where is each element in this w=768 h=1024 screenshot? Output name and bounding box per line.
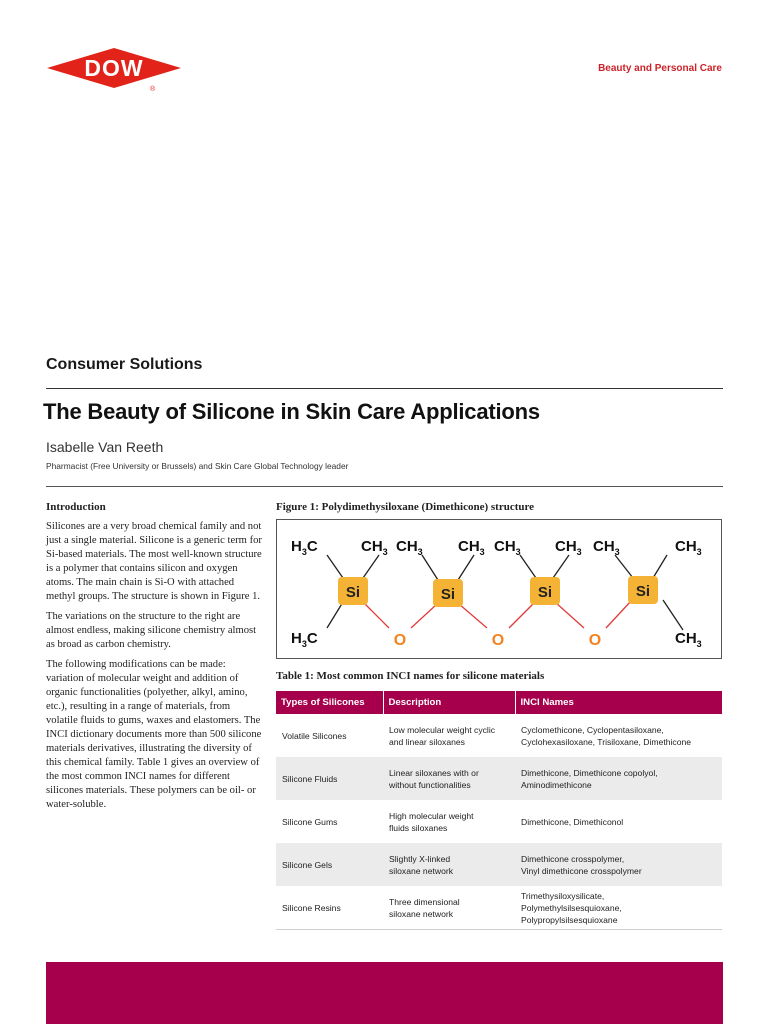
column-header: Types of Silicones bbox=[276, 691, 383, 714]
svg-text:Si: Si bbox=[537, 584, 553, 601]
cell-type: Silicone Gels bbox=[276, 843, 383, 886]
intro-paragraph: The following modifications can be made: variation of molecular weight and addition of organic functionalities (polyether, alkyl, amino, etc.), resulting in a range of materials, from volatile fluids to gums, waxes and elastomers. The INCI dictionary documents more than 500 silicone materials derivatives, illustrating the diversity of this chemical family. Table 1 gives an overview of the most common INCI names for different silicones materials. These polymers can be oil- or water-soluble. bbox=[46, 659, 262, 810]
methyl-group-ch3: $CH_3$ bbox=[593, 538, 620, 557]
cell-inci: Dimethicone, Dimethiconol bbox=[521, 816, 624, 827]
cell-type: Silicone Gums bbox=[282, 816, 338, 827]
dow-logo bbox=[44, 44, 184, 96]
cell-inci: Cyclomethicone, Cyclopentasiloxane, Cyclohexasiloxane, Trisiloxane, Dimethicone bbox=[521, 724, 692, 747]
svg-text:DOW: DOW bbox=[84, 55, 144, 81]
table-row bbox=[276, 714, 722, 757]
cell-type: Silicone Fluids bbox=[276, 757, 383, 800]
divider bbox=[46, 388, 723, 389]
methyl-group-ch3: $CH_3$ bbox=[361, 538, 388, 557]
intro-paragraph: The variations on the structure to the right are almost endless, making silicone chemistry almost as broad as carbon chemistry. bbox=[46, 611, 257, 650]
cell-description: High molecular weight fluids siloxanes bbox=[389, 810, 474, 833]
column-header: INCI Names bbox=[515, 691, 722, 714]
methyl-group-ch3: $CH_3$ bbox=[675, 538, 702, 557]
divider bbox=[46, 486, 723, 487]
svg-text:Si: Si bbox=[440, 586, 456, 603]
intro-heading: Introduction bbox=[46, 501, 106, 513]
table-caption: Table 1: Most common INCI names for silicone materials bbox=[276, 670, 545, 682]
methyl-group-ch3: $CH_3$ bbox=[458, 538, 485, 557]
cell-type: Silicone Resins bbox=[282, 902, 341, 913]
figure-caption: Figure 1: Polydimethysiloxane (Dimethicone) structure bbox=[276, 501, 535, 513]
methyl-group-ch3: $CH_3$ bbox=[555, 538, 582, 557]
table-row bbox=[276, 886, 722, 930]
methyl-group-ch3: $CH_3$ bbox=[396, 538, 423, 557]
cell-type: Volatile Silicones bbox=[282, 730, 347, 741]
oxygen-atom: O bbox=[491, 632, 505, 649]
footer-band bbox=[46, 962, 723, 1024]
oxygen-atom: O bbox=[588, 632, 602, 649]
methyl-group-ch3: $CH_3$ bbox=[675, 630, 702, 649]
methyl-group-h3c-top: $H_3C$ bbox=[291, 538, 318, 557]
section-label: Consumer Solutions bbox=[46, 356, 203, 373]
column-header: Description bbox=[383, 691, 515, 714]
silicon-atom bbox=[530, 577, 560, 605]
table-header-row bbox=[276, 691, 722, 714]
cell-inci: Dimethicone, Dimethicone copolyol, Aminodimethicone bbox=[515, 757, 722, 800]
oxygen-atom: O bbox=[393, 632, 407, 649]
silicon-atom bbox=[628, 576, 658, 604]
cell-inci: Dimethicone crosspolymer, Vinyl dimethicone crosspolymer bbox=[515, 843, 722, 886]
table-row bbox=[276, 843, 722, 886]
table-row bbox=[276, 800, 722, 843]
cell-description: Three dimensional siloxane network bbox=[389, 896, 460, 919]
silicon-atom bbox=[338, 577, 368, 605]
svg-text:Si: Si bbox=[345, 584, 361, 601]
svg-text:®: ® bbox=[150, 86, 156, 93]
intro-paragraph: Silicones are a very broad chemical family and not just a single material. Silicone is a generic term for Si-based materials. The most well-known structure is a polymer that contains silicon and oxygen atoms. The main chain is Si-O with attached methyl groups. The structure is shown in Figure 1. bbox=[46, 521, 262, 602]
methyl-group-ch3: $CH_3$ bbox=[494, 538, 521, 557]
category-label: Beauty and Personal Care bbox=[598, 63, 722, 74]
table-row bbox=[276, 757, 722, 800]
page-title: The Beauty of Silicone in Skin Care Applications bbox=[43, 399, 540, 424]
intro-body bbox=[46, 520, 262, 818]
cell-inci: Trimethysiloxysilicate, Polymethylsilsesquioxane, Polypropylsilsesquioxane bbox=[521, 890, 622, 925]
inci-table bbox=[276, 691, 722, 930]
figure-frame bbox=[276, 519, 722, 659]
dimethicone-structure-diagram bbox=[277, 520, 723, 660]
cell-description: Low molecular weight cyclic and linear siloxanes bbox=[389, 724, 496, 747]
cell-description: Linear siloxanes with or without functionalities bbox=[383, 757, 515, 800]
silicon-atom bbox=[433, 579, 463, 607]
svg-text:Si: Si bbox=[635, 583, 651, 600]
methyl-group-h3c-bottom: $H_3C$ bbox=[291, 630, 318, 649]
cell-description: Slightly X-linked siloxane network bbox=[383, 843, 515, 886]
author-affiliation: Pharmacist (Free University or Brussels) and Skin Care Global Technology leader bbox=[46, 461, 349, 471]
author-name: Isabelle Van Reeth bbox=[46, 439, 164, 455]
siloxane-bonds bbox=[363, 600, 632, 628]
